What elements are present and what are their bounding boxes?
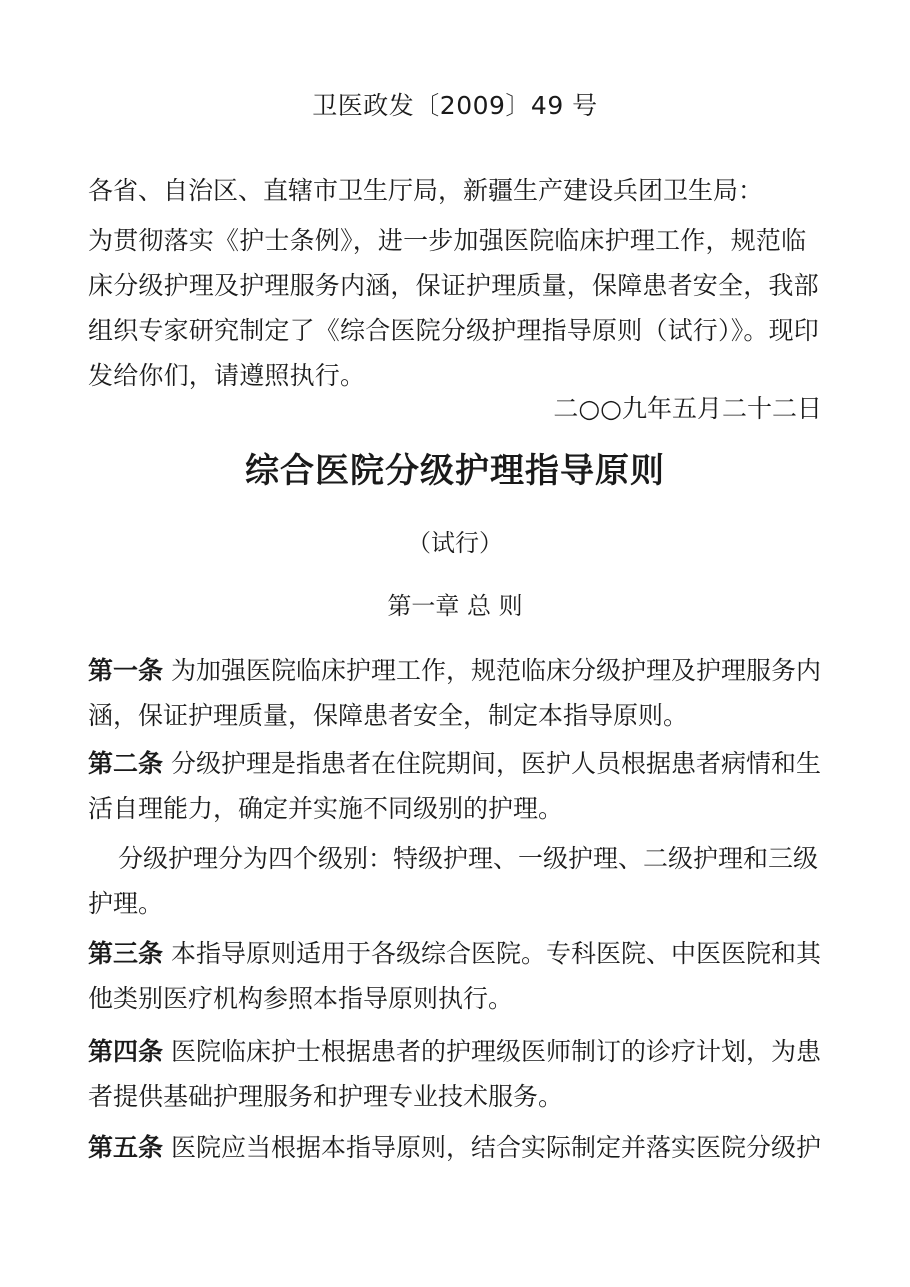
article-3 — [88, 931, 828, 1021]
levels-paragraph: 分级护理分为四个级别：特级护理、一级护理、二级护理和三级护理。 — [88, 844, 819, 918]
article-text: 医院应当根据本指导原则，结合实际制定并落实医院分级护 — [163, 1133, 821, 1162]
article-text: 医院临床护士根据患者的护理级医师制订的诊疗计划，为患者提供基础护理服务和护理专业技术服务。 — [88, 1037, 821, 1111]
article-label: 第五条 — [88, 1133, 164, 1162]
chapter-heading: 第一章 总 则 — [387, 592, 523, 620]
article-1 — [88, 648, 828, 738]
article-5 — [88, 1125, 828, 1170]
notice-body: 为贯彻落实《护士条例》，进一步加强医院临床护理工作，规范临床分级护理及护理服务内涵，保证护理质量，保障患者安全，我部组织专家研究制定了《综合医院分级护理指导原则（试行）》。现印发给你们，请遵照执行。 — [88, 226, 820, 390]
article-label: 第三条 — [88, 939, 164, 968]
issue-date: 二○○九年五月二十二日 — [553, 394, 822, 423]
article-2 — [88, 741, 828, 831]
addressee-line: 各省、自治区、直辖市卫生厅局，新疆生产建设兵团卫生局： — [88, 176, 764, 205]
article-text: 为加强医院临床护理工作，规范临床分级护理及护理服务内涵，保证护理质量，保障患者安全，制定本指导原则。 — [88, 656, 821, 730]
document-number: 卫医政发〔2009〕49 号 — [312, 91, 598, 120]
document-subtitle: （试行） — [407, 529, 503, 557]
article-label: 第一条 — [88, 656, 164, 685]
article-text: 本指导原则适用于各级综合医院。专科医院、中医医院和其他类别医疗机构参照本指导原则执行。 — [88, 939, 821, 1013]
article-label: 第二条 — [88, 749, 164, 778]
article-label: 第四条 — [88, 1037, 164, 1066]
article-text: 分级护理是指患者在住院期间，医护人员根据患者病情和生活自理能力，确定并实施不同级别的护理。 — [88, 749, 821, 823]
document-title: 综合医院分级护理指导原则 — [245, 451, 665, 491]
article-4 — [88, 1029, 828, 1119]
